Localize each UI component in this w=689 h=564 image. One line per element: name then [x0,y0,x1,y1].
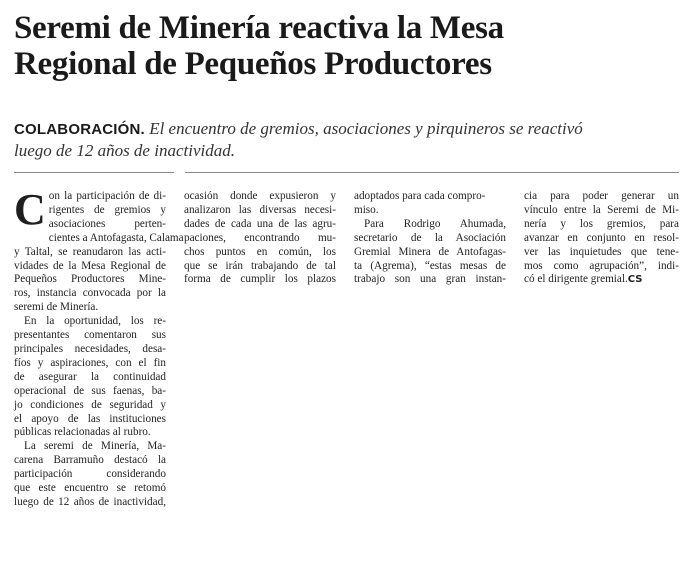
col4-line: cia para poder generar un [524,190,679,202]
col4-closing-text: có el dirigente gremial. [524,273,628,286]
headline-line-1: Seremi de Minería reactiva la Mesa [14,10,504,46]
col1-line: públicas relacionadas al rubro. [14,426,151,439]
col4-line: nería y los gremios, para [524,217,679,230]
col2-line: ocasión donde expusieron y [184,190,336,202]
section-kicker: COLABORACIÓN. [14,121,145,138]
col1-line: luego de 12 años de inactividad, [14,495,166,508]
col4-line: vínculo entre la Seremi de Mi- [524,203,679,216]
col1-line: de asegurar la continuidad [14,370,166,383]
col3-line: secretario de la Asociación [354,231,506,244]
col1-line: vidades de la Mesa Regional de [14,259,166,272]
col2-line: chos puntos en común, los [184,245,336,258]
col1-line: presentantes comentaron sus [14,329,166,342]
col1-line: asociaciones perten- [48,217,166,230]
headline [14,10,679,82]
col3-line: trabajo son una gran instan- [354,273,506,286]
col1-line: jo condiciones de seguridad y [14,398,166,411]
col1-line: La seremi de Minería, Ma- [24,440,166,453]
column-rule-1 [14,172,174,173]
col1-line: y Taltal, se reanudaron las acti- [14,245,166,258]
drop-cap: C [14,185,46,234]
article-column-2 [184,190,336,287]
col1-line: seremi de Minería. [14,301,99,314]
col1-line: el apoyo de las instituciones [14,412,166,425]
col4-line: mos como agrupación”, indi- [524,259,679,272]
lead-paragraph [14,118,679,161]
column-rule-2 [185,172,679,173]
col2-line: forma de cumplir los plazos [184,273,336,286]
end-of-article-mark: CS [627,274,643,286]
headline-line-2: Regional de Pequeños Productores [14,46,492,82]
col1-line: carena Barramuño destacó la [14,454,166,467]
col4-line: avanzar en conjunto en resol- [524,231,679,244]
col2-line: que se irán trabajando de tal [184,259,336,272]
col4-line-last [524,273,679,287]
col1-line: cientes a Antofagasta, Calama [48,231,184,244]
col4-line: ver las inquietudes que tene- [524,245,679,258]
article-column-1 [14,185,184,510]
col1-line: participación considerando [14,468,166,481]
col1-line: rigentes de gremios y [48,203,166,216]
deck-line-1: El encuentro de gremios, asociaciones y pirquineros se reactivó [149,119,583,138]
deck-line-2: luego de 12 años de inactividad. [14,141,235,160]
col1-line: Pequeños Productores Mine- [14,273,166,286]
col1-line: ros, instancia convocada por la [14,287,166,300]
col3-line: adoptados para cada compro- [354,190,486,202]
col1-line: principales necesidades, desa- [14,342,166,355]
col1-line: operacional de sus faenas, ba- [14,384,166,397]
col2-line: paciones, encontrando mu- [184,231,336,244]
col2-line: dades de cada una de las agru- [184,217,336,230]
col3-line: miso. [354,203,379,216]
article-column-3 [354,190,506,287]
article-column-4 [524,190,679,287]
col1-line: on la participación de di- [48,190,166,202]
col1-line: que este encuentro se retomó [14,482,166,495]
col2-line: analizaron las diversas necesi- [184,203,336,216]
col3-line: ta (Agrema), “estas mesas de [354,259,506,272]
col1-line: fíos y aspiraciones, con el fin [14,356,166,369]
col1-line: En la oportunidad, los re- [24,315,166,328]
col3-line: Para Rodrigo Ahumada, [364,217,506,230]
col3-line: Gremial Minera de Antofagas- [354,245,506,258]
